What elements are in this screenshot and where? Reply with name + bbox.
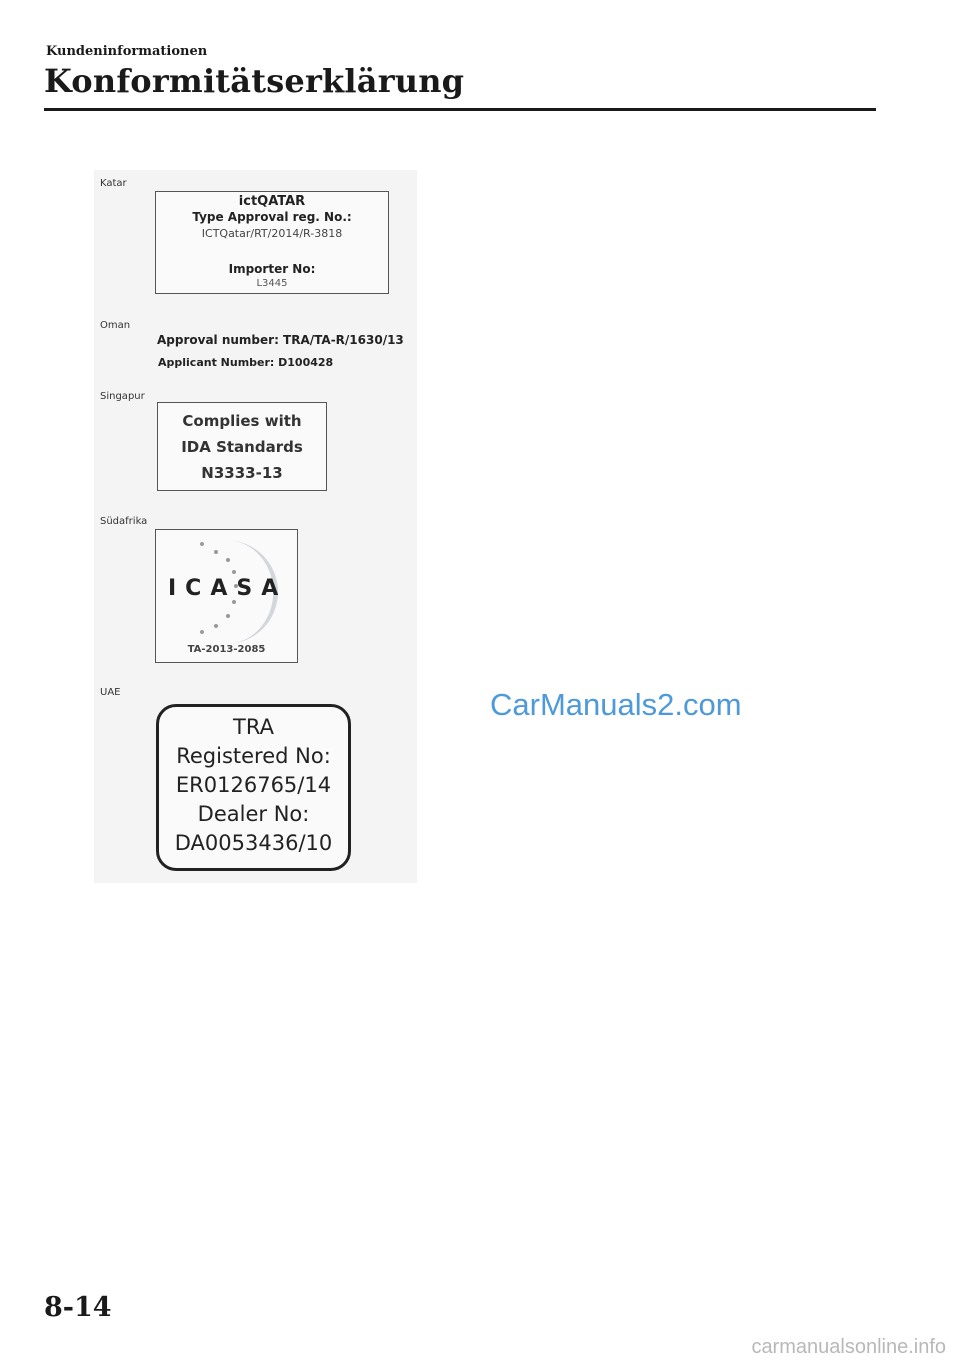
icasa-logo-text: ICASA <box>168 576 288 601</box>
approval-labels-figure <box>94 170 417 883</box>
qatar-line3: ICTQatar/RT/2014/R-3818 <box>201 227 343 240</box>
country-label-oman: Oman <box>100 320 131 331</box>
footer-watermark: carmanualsonline.info <box>751 1336 946 1358</box>
watermark: CarManuals2.com <box>490 687 742 722</box>
page-number: 8-14 <box>44 1292 112 1323</box>
page-title: Konformitätserklärung <box>44 62 465 100</box>
uae-line5: DA0053436/10 <box>174 831 333 855</box>
uae-line3: ER0126765/14 <box>175 773 332 797</box>
country-label-qatar: Katar <box>100 178 127 189</box>
qatar-approval-label <box>155 191 389 294</box>
singapore-line1: Complies with <box>182 412 302 430</box>
title-divider <box>44 108 876 111</box>
singapore-approval-label <box>157 402 327 491</box>
singapore-line3: N3333-13 <box>201 464 283 482</box>
country-label-uae: UAE <box>100 687 121 698</box>
uae-line2: Registered No: <box>176 744 331 768</box>
qatar-line4: Importer No: <box>228 262 316 276</box>
uae-line4: Dealer No: <box>197 802 310 826</box>
qatar-line5: L3445 <box>256 278 288 289</box>
qatar-line1: ictQATAR <box>238 194 306 209</box>
qatar-line2: Type Approval reg. No.: <box>192 210 352 224</box>
oman-applicant-number: Applicant Number: D100428 <box>158 356 334 369</box>
singapore-line2: IDA Standards <box>181 438 303 456</box>
icasa-number: TA-2013-2085 <box>187 644 266 655</box>
oman-approval-number: Approval number: TRA/TA-R/1630/13 <box>157 333 404 347</box>
section-label: Kundeninformationen <box>46 44 208 59</box>
uae-approval-label <box>156 704 351 871</box>
uae-line1: TRA <box>233 715 274 739</box>
country-label-south-africa: Südafrika <box>100 516 148 527</box>
country-label-singapore: Singapur <box>100 391 145 402</box>
south-africa-approval-label <box>155 529 298 663</box>
